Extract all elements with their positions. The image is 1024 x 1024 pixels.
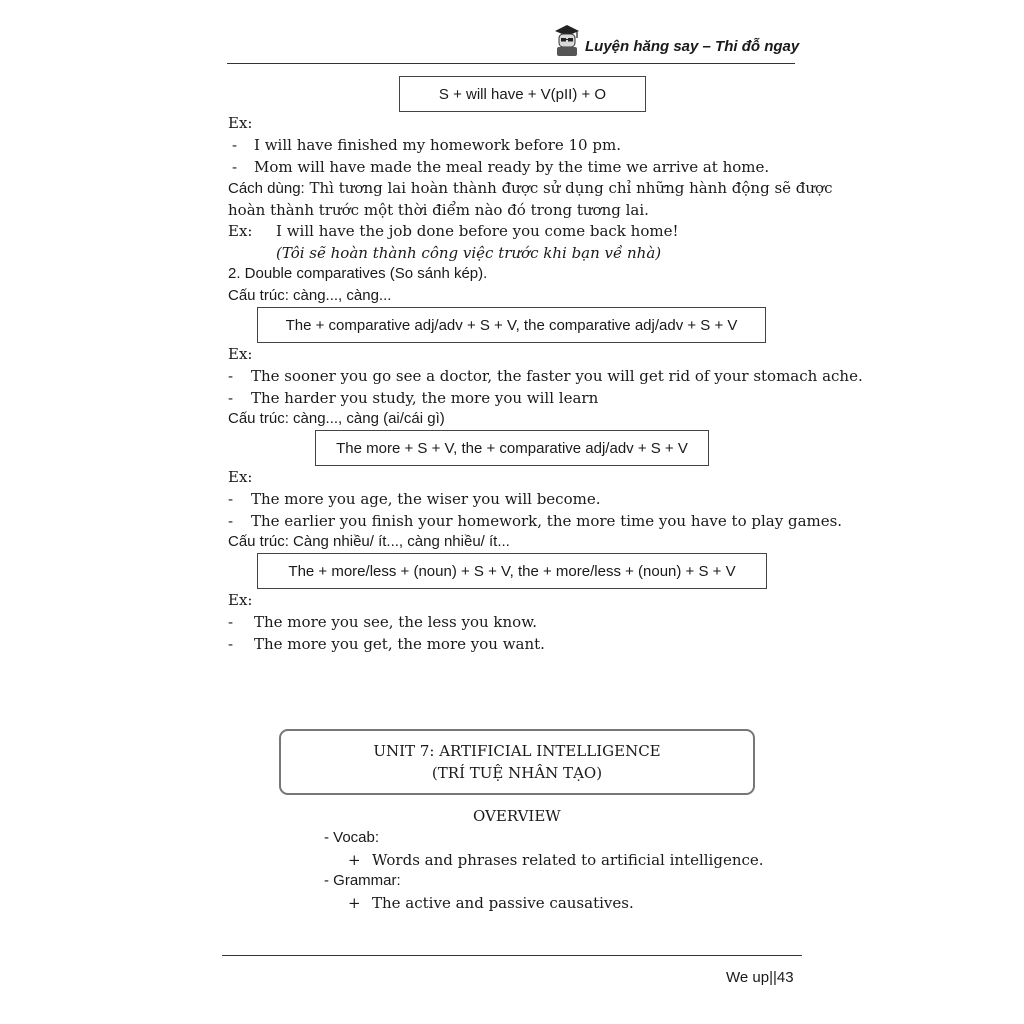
student-mascot-icon	[553, 24, 581, 56]
bullet-dash: -	[228, 635, 234, 653]
usage-paragraph	[228, 178, 833, 199]
grammar-item: The active and passive causatives.	[372, 894, 634, 912]
example-text: Mom will have made the meal ready by the time we arrive at home.	[254, 158, 770, 176]
bullet-dash: -	[228, 367, 234, 385]
unit-title-box	[279, 729, 755, 795]
bullet-dash: -	[228, 490, 234, 508]
section-title: 2. Double comparatives (So sánh kép).	[228, 265, 488, 282]
example-text: The more you get, the more you want.	[254, 635, 545, 653]
plus-bullet: +	[348, 894, 361, 912]
structure-label: Cấu trúc: càng..., càng...	[228, 287, 392, 304]
formula-more-less: The + more/less + (noun) + S + V, the + more/less + (noun) + S + V	[257, 553, 767, 589]
bullet-dash: -	[228, 389, 234, 407]
vocab-item: Words and phrases related to artificial intelligence.	[372, 851, 764, 869]
example-text: The more you see, the less you know.	[254, 613, 538, 631]
usage-text: Thì tương lai hoàn thành được sử dụng chỉ những hành động sẽ được	[304, 179, 833, 197]
example-text: The harder you study, the more you will learn	[251, 389, 599, 407]
formula-the-more: The more + S + V, the + comparative adj/adv + S + V	[315, 430, 709, 466]
bullet-dash: -	[232, 158, 238, 176]
ex-label: Ex:	[228, 468, 253, 486]
header-slogan: Luyện hăng say – Thi đỗ ngay	[585, 38, 800, 55]
example-translation: (Tôi sẽ hoàn thành công việc trước khi bạn về nhà)	[276, 244, 662, 262]
example-text: The sooner you go see a doctor, the faster you will get rid of your stomach ache.	[251, 367, 863, 385]
example-text: The more you age, the wiser you will become.	[251, 490, 601, 508]
overview-heading: OVERVIEW	[473, 807, 561, 825]
example-text: I will have the job done before you come back home!	[276, 222, 679, 240]
ex-label: Ex:	[228, 591, 253, 609]
structure-label: Cấu trúc: Càng nhiều/ ít..., càng nhiều/ ít...	[228, 533, 510, 550]
usage-text: hoàn thành trước một thời điểm nào đó trong tương lai.	[228, 201, 649, 219]
ex-label: Ex:	[228, 114, 253, 132]
unit-title: UNIT 7: ARTIFICIAL INTELLIGENCE	[373, 742, 661, 760]
formula-double-comparative: The + comparative adj/adv + S + V, the comparative adj/adv + S + V	[257, 307, 766, 343]
example-text: I will have finished my homework before 10 pm.	[254, 136, 621, 154]
bullet-dash: -	[228, 512, 234, 530]
header-rule	[227, 63, 795, 64]
footer-rule	[222, 955, 802, 956]
vocab-label: - Vocab:	[324, 829, 380, 846]
plus-bullet: +	[348, 851, 361, 869]
bullet-dash: -	[232, 136, 238, 154]
ex-label: Ex:	[228, 345, 253, 363]
formula-future-perfect: S + will have + V(pII) + O	[399, 76, 646, 112]
example-text: The earlier you finish your homework, the more time you have to play games.	[251, 512, 843, 530]
structure-label: Cấu trúc: càng..., càng (ai/cái gì)	[228, 410, 445, 427]
unit-subtitle: (TRÍ TUỆ NHÂN TẠO)	[431, 764, 603, 782]
usage-label: Cách dùng:	[228, 180, 305, 197]
grammar-label: - Grammar:	[324, 872, 401, 889]
ex-label: Ex:	[228, 222, 253, 240]
bullet-dash: -	[228, 613, 234, 631]
page-number: We up||43	[726, 969, 794, 986]
